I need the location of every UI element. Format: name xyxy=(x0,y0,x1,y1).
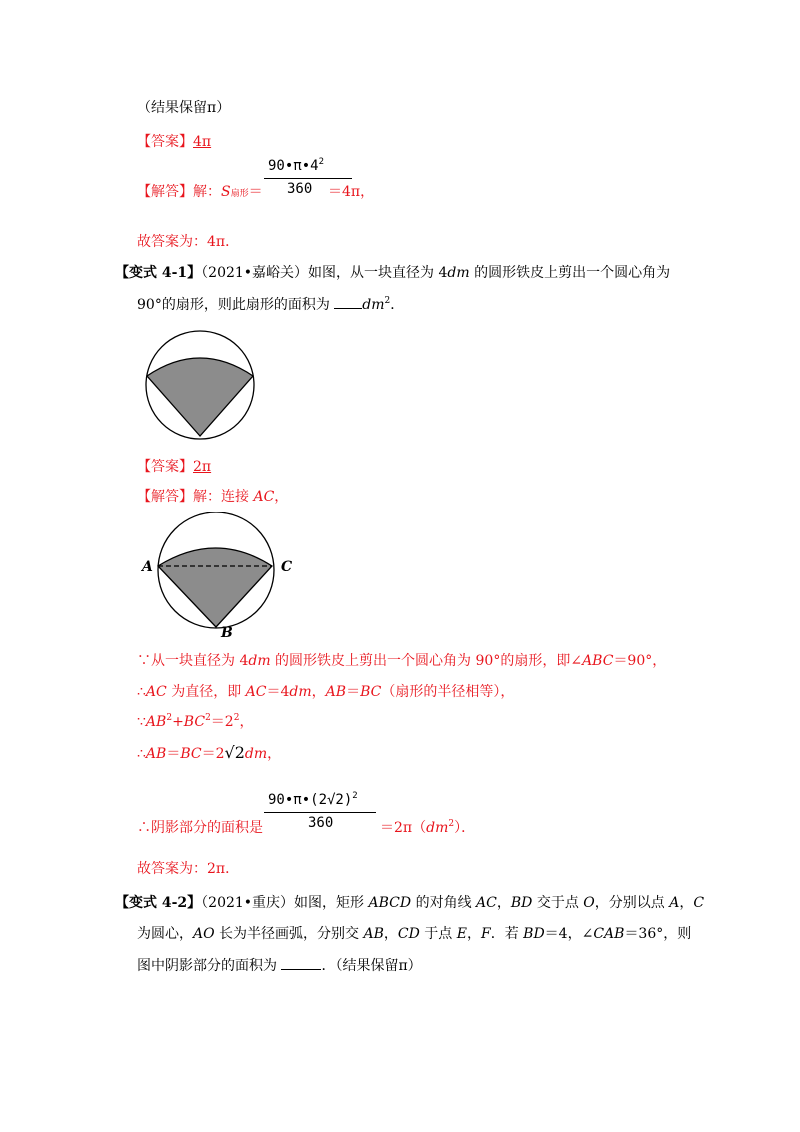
question-4-2-line3: 图中阴影部分的面积为 ．（结果保留π） xyxy=(137,955,422,976)
note-keep-pi: （结果保留π） xyxy=(137,100,231,116)
step-5-result: $=2\pi(dm^2)$． xyxy=(380,819,476,836)
fraction-2-denominator: 360 xyxy=(308,815,334,831)
label-c: C xyxy=(281,559,293,575)
step-2: ∴AC 为直径，即 AC＝4dm，AB＝BC（扇形的半径相等）， xyxy=(137,684,515,700)
answer-blank xyxy=(334,294,362,309)
question-4-1-line1: 【变式 4-1】（2021•嘉峪关）如图，从一块直径为 4dm 的圆形铁皮上剪出一个圆心角为 xyxy=(115,265,671,281)
step-4: ∴AB＝BC＝2√2dm， xyxy=(137,743,282,762)
question-tag: 【变式 4-1】 xyxy=(115,265,202,281)
label-a: A xyxy=(142,559,153,575)
solution-tag: 【解答】 xyxy=(137,184,193,200)
sqrt-two: √2 xyxy=(224,743,245,762)
final-answer-1: 故答案为：4π． xyxy=(137,234,240,250)
fraction-1-denominator: 360 xyxy=(287,181,313,197)
figure-circle-sector xyxy=(140,330,260,440)
fraction-2-bar xyxy=(264,812,376,813)
fraction-1-bar xyxy=(264,178,352,179)
final-answer-2: 故答案为：2π． xyxy=(137,861,240,877)
solution-2: 【解答】解：连接 AC， xyxy=(137,489,289,505)
answer-blank-2 xyxy=(281,955,321,970)
question-4-1-line2: 90°的扇形，则此扇形的面积为 $dm^2$． xyxy=(137,296,405,313)
answer-value: 4π xyxy=(193,134,212,150)
label-b: B xyxy=(221,625,233,641)
figure-circle-sector-labeled xyxy=(138,512,298,642)
solution-1: 【解答】解：S扇形＝ xyxy=(137,184,263,200)
solution-1-result: ＝4π， xyxy=(328,184,375,200)
answer-1 xyxy=(137,132,211,152)
step-3: $\because AB^2+BC^2=2^2$， xyxy=(137,713,254,730)
step-5-label: ∴阴影部分的面积是 xyxy=(137,820,263,836)
fraction-2-numerator: $90•\pi•(2√2)^2$ xyxy=(268,791,358,808)
step-1: ∵从一块直径为 4dm 的圆形铁皮上剪出一个圆心角为 90°的扇形，即∠ABC＝90°， xyxy=(137,653,667,669)
answer-2: 【答案】2π xyxy=(137,459,212,475)
fraction-1-numerator: $90•\pi•4^2$ xyxy=(268,157,324,174)
question-4-2-line1: 【变式 4-2】（2021•重庆）如图，矩形 ABCD 的对角线 AC，BD 交于点 O，分别以点 A，C xyxy=(115,895,705,911)
question-4-2-line2: 为圆心，AO 长为半径画弧，分别交 AB，CD 于点 E，F．若 BD＝4，∠CAB＝36°，则 xyxy=(137,926,692,942)
answer-tag: 【答案】 xyxy=(137,134,193,150)
